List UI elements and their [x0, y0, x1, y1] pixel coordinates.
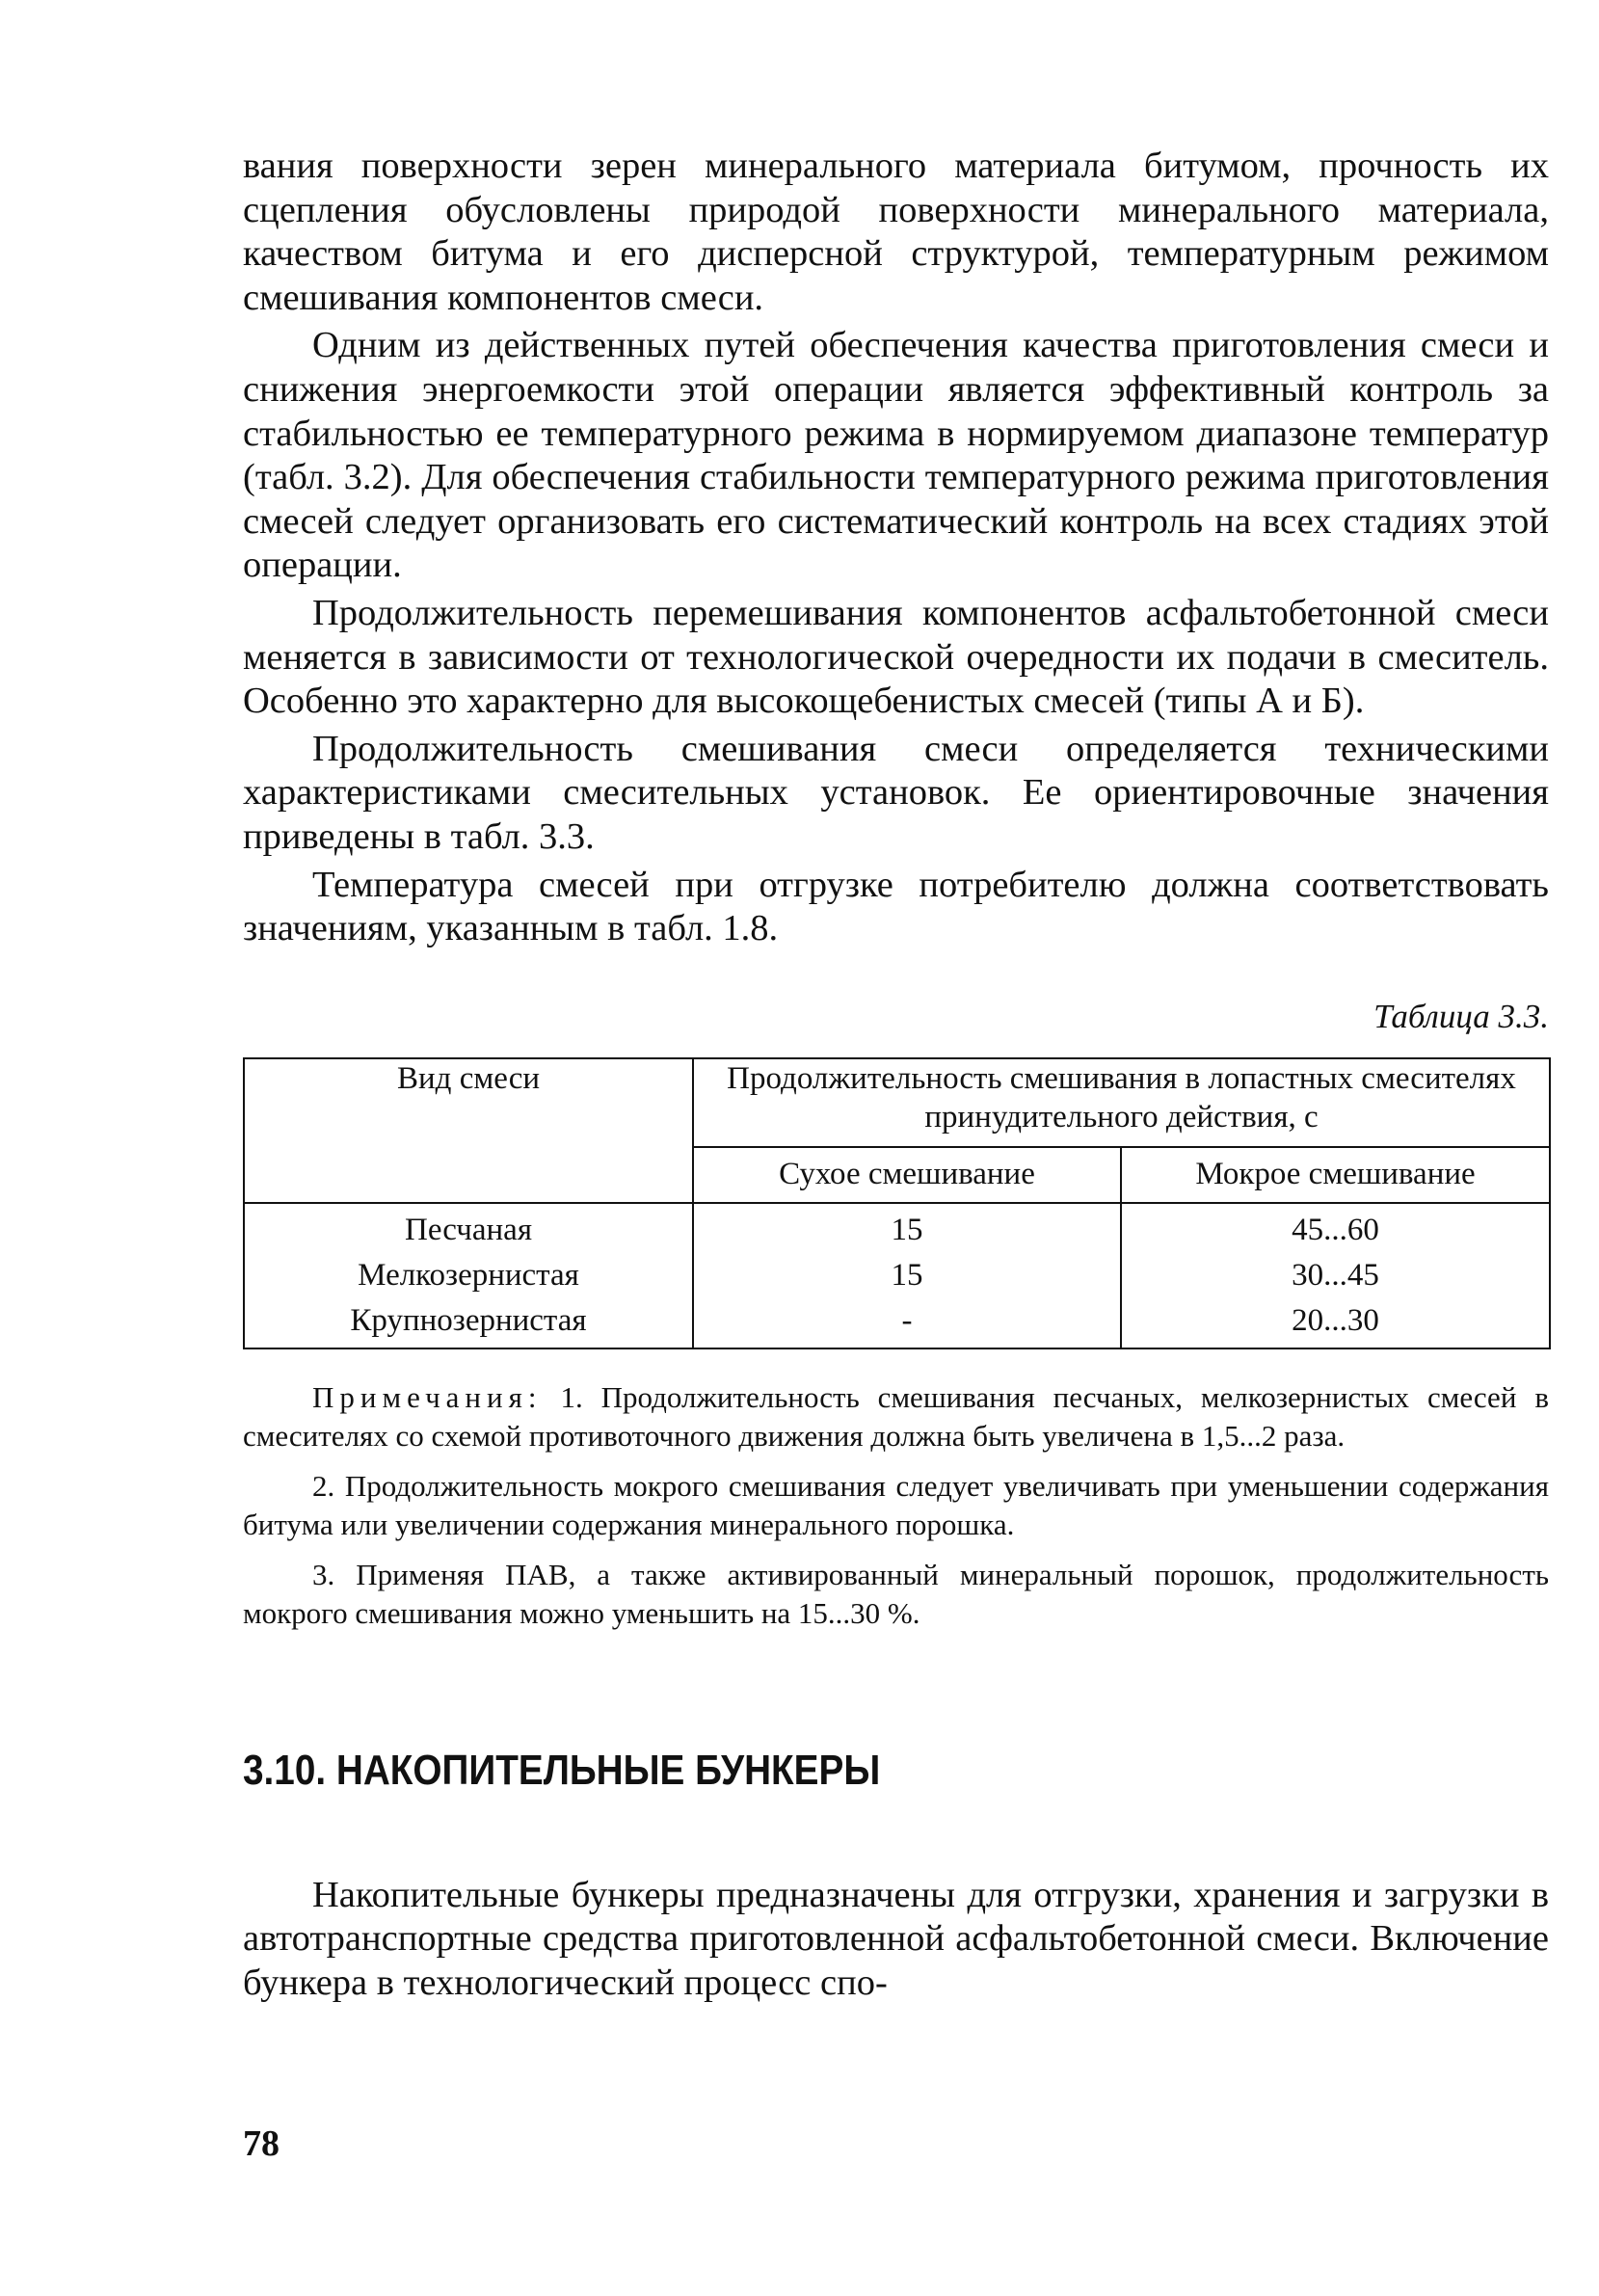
paragraph-4: Продолжительность смешивания смеси определяется техническими характеристиками смесительных установок. Ее ориентировочные значения приведены в табл. 3.3. — [243, 728, 1549, 857]
paragraph-5: Температура смесей при отгрузке потребителю должна соответствовать значениям, указанным в табл. 1.8. — [243, 864, 1549, 949]
page-number: 78 — [243, 2123, 280, 2164]
table-cell: 20...30 — [1292, 1302, 1379, 1338]
table-cell: Песчаная — [404, 1212, 533, 1247]
table-cell: Крупнозернистая — [350, 1302, 587, 1338]
paragraph-bottom: Накопительные бункеры предназначены для отгрузки, хранения и загрузки в автотранспортные средства приготовленной асфальтобетонной смеси. Включение бункера в технологический процесс спо- — [243, 1874, 1549, 2003]
paragraph-1: вания поверхности зерен минерального материала битумом, прочность их сцепления обусловлены природой поверхности минерального материала, качеством битума и его дисперсной структурой, температурным режимом смешивания компонентов смеси. — [243, 146, 1549, 318]
mixing-duration-table — [243, 1057, 1551, 1349]
page-content — [243, 145, 1549, 2009]
col-header-dry: Сухое смешивание — [693, 1147, 1121, 1203]
paragraph-3: Продолжительность перемешивания компонентов асфальтобетонной смеси меняется в зависимости от технологической очередности их подачи в смеситель. Особенно это характерно для высокощебенистых смесей (типы А и Б). — [243, 592, 1549, 722]
dry-column — [693, 1203, 1121, 1348]
col-header-wet: Мокрое смешивание — [1121, 1147, 1550, 1203]
table-cell: Мелкозернистая — [358, 1257, 579, 1293]
table-notes — [243, 1378, 1549, 1633]
note-2: 2. Продолжительность мокрого смешивания следует увеличивать при уменьшении содержания битума или увеличении содержания минерального порошка. — [243, 1468, 1549, 1541]
paragraph-2: Одним из действенных путей обеспечения качества приготовления смеси и снижения энергоемкости этой операции является эффективный контроль за стабильностью ее температурного режима в нормируемом диапазоне температур (табл. 3.2). Для обеспечения стабильности температурного режима приготовления смесей следует организовать его систематический контроль на всех стадиях этой операции. — [243, 325, 1549, 586]
notes-label: Примечания: — [312, 1379, 543, 1414]
note-3: 3. Применяя ПАВ, а также активированный минеральный порошок, продолжительность мокрого смешивания можно уменьшить на 15...30 %. — [243, 1557, 1549, 1630]
mix-type-column — [244, 1203, 693, 1348]
col-header-duration: Продолжительность смешивания в лопастных смесителях принудительного действия, с — [693, 1058, 1550, 1147]
col-header-mix-type: Вид смеси — [244, 1058, 693, 1203]
table-caption: Таблица 3.3. — [1373, 997, 1549, 1035]
table-cell: - — [901, 1302, 913, 1338]
table-cell: 15 — [891, 1257, 923, 1293]
wet-column — [1121, 1203, 1550, 1348]
table-cell: 45...60 — [1292, 1212, 1379, 1247]
table-cell: 15 — [891, 1212, 923, 1247]
note-1: 1. Продолжительность смешивания песчаных, мелкозернистых смесей в смесителях со схемой противоточного движения должна быть увеличена в 1,5...2 раза. — [243, 1379, 1550, 1453]
table-cell: 30...45 — [1292, 1257, 1379, 1293]
section-title: 3.10. НАКОПИТЕЛЬНЫЕ БУНКЕРЫ — [243, 1746, 881, 1794]
